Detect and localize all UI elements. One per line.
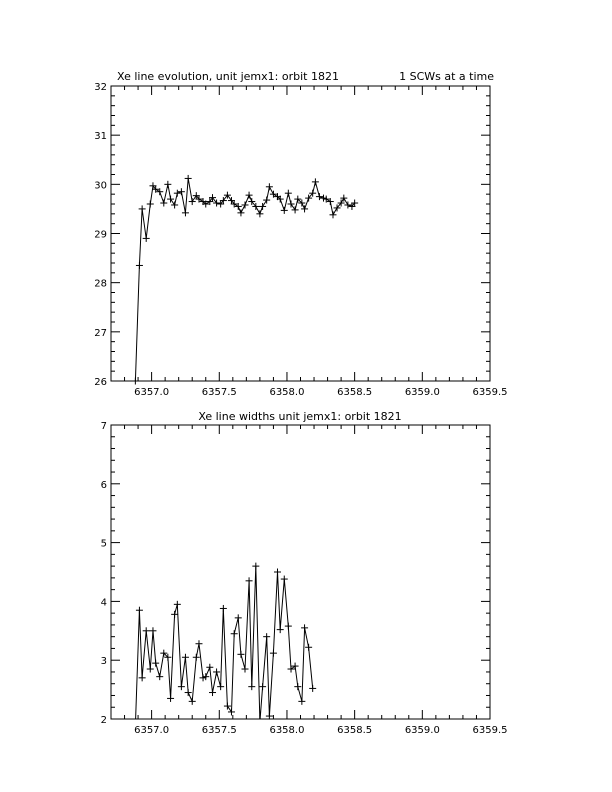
x-tick-label: 6357.5 <box>201 725 237 736</box>
data-point <box>171 201 178 208</box>
y-tick-label: 2 <box>100 715 107 726</box>
chart-title: Xe line widths unit jemx1: orbit 1821 <box>198 410 402 423</box>
chart-subtitle: 1 SCWs at a time <box>399 70 494 83</box>
x-tick-label: 6357.0 <box>134 725 170 736</box>
series-line <box>135 566 312 725</box>
data-point <box>139 205 146 212</box>
data-point <box>281 576 288 583</box>
data-point <box>174 190 181 197</box>
data-point <box>329 211 336 218</box>
data-point <box>160 200 167 207</box>
data-point <box>242 201 249 208</box>
x-tick-label: 6359.0 <box>404 725 440 736</box>
data-point <box>309 685 316 692</box>
data-point <box>182 209 189 216</box>
x-tick-label: 6358.5 <box>337 725 373 736</box>
data-point <box>266 183 273 190</box>
x-tick-label: 6359.0 <box>404 387 440 398</box>
chart-title: Xe line evolution, unit jemx1: orbit 1821 <box>117 70 339 83</box>
y-tick-label: 27 <box>94 327 107 339</box>
data-point <box>189 698 196 705</box>
data-point <box>298 698 305 705</box>
data-point <box>167 196 174 203</box>
data-point <box>248 683 255 690</box>
data-point <box>149 627 156 634</box>
data-point <box>285 623 292 630</box>
panel-xe-line-evolution <box>94 70 507 398</box>
y-tick-label: 5 <box>100 538 107 550</box>
y-tick-label: 7 <box>100 421 107 432</box>
data-point <box>301 624 308 631</box>
data-point <box>136 607 143 614</box>
data-point <box>294 683 301 690</box>
x-tick-label: 6358.0 <box>269 387 305 398</box>
data-point <box>213 668 220 675</box>
data-point <box>281 207 288 214</box>
data-point <box>285 190 292 197</box>
data-point <box>316 193 323 200</box>
data-point <box>147 201 154 208</box>
data-point <box>143 235 150 242</box>
data-point <box>312 178 319 185</box>
plot-frame <box>111 425 490 719</box>
data-point <box>263 197 270 204</box>
x-tick-label: 6359.5 <box>472 387 508 398</box>
data-point <box>220 605 227 612</box>
data-point <box>228 708 235 715</box>
y-tick-label: 26 <box>94 377 107 388</box>
data-point <box>143 627 150 634</box>
data-point <box>156 673 163 680</box>
data-point <box>185 175 192 182</box>
data-point <box>178 683 185 690</box>
data-point <box>246 577 253 584</box>
y-tick-label: 3 <box>100 656 107 668</box>
data-point <box>164 181 171 188</box>
series-line <box>135 178 354 381</box>
y-tick-label: 30 <box>94 180 107 192</box>
y-tick-label: 6 <box>100 479 107 491</box>
data-point <box>256 210 263 217</box>
x-tick-label: 6359.5 <box>472 725 508 736</box>
data-point <box>152 660 159 667</box>
data-point <box>242 666 249 673</box>
data-point <box>246 192 253 199</box>
data-point <box>193 654 200 661</box>
y-tick-label: 4 <box>100 597 107 609</box>
data-point <box>182 654 189 661</box>
y-tick-label: 31 <box>94 131 107 143</box>
y-tick-label: 28 <box>94 278 107 290</box>
data-point <box>195 640 202 647</box>
data-point <box>178 188 185 195</box>
x-tick-label: 6358.0 <box>269 725 305 736</box>
panel-xe-line-widths <box>101 410 508 736</box>
data-point <box>259 203 266 210</box>
data-point <box>237 651 244 658</box>
data-point <box>237 209 244 216</box>
data-point <box>189 198 196 205</box>
data-point <box>344 201 351 208</box>
data-point <box>171 611 178 618</box>
data-point <box>217 683 224 690</box>
data-point <box>136 262 143 269</box>
y-tick-label: 29 <box>94 229 107 241</box>
data-point <box>185 689 192 696</box>
data-point <box>270 650 277 657</box>
data-point <box>235 614 242 621</box>
data-point <box>263 633 270 640</box>
y-tick-label: 32 <box>94 82 107 93</box>
data-point <box>231 630 238 637</box>
data-point <box>224 703 231 710</box>
data-point <box>206 664 213 671</box>
data-point <box>174 601 181 608</box>
x-tick-label: 6358.5 <box>337 387 373 398</box>
x-tick-label: 6357.0 <box>134 387 170 398</box>
data-point <box>259 683 266 690</box>
data-point <box>167 695 174 702</box>
data-point <box>288 201 295 208</box>
data-point <box>252 563 259 570</box>
data-point <box>292 206 299 213</box>
data-point <box>139 674 146 681</box>
data-point <box>305 644 312 651</box>
x-tick-label: 6357.5 <box>201 387 237 398</box>
data-point <box>147 666 154 673</box>
data-point <box>277 626 284 633</box>
data-point <box>209 689 216 696</box>
data-point <box>274 569 281 576</box>
plot-frame <box>111 86 490 381</box>
